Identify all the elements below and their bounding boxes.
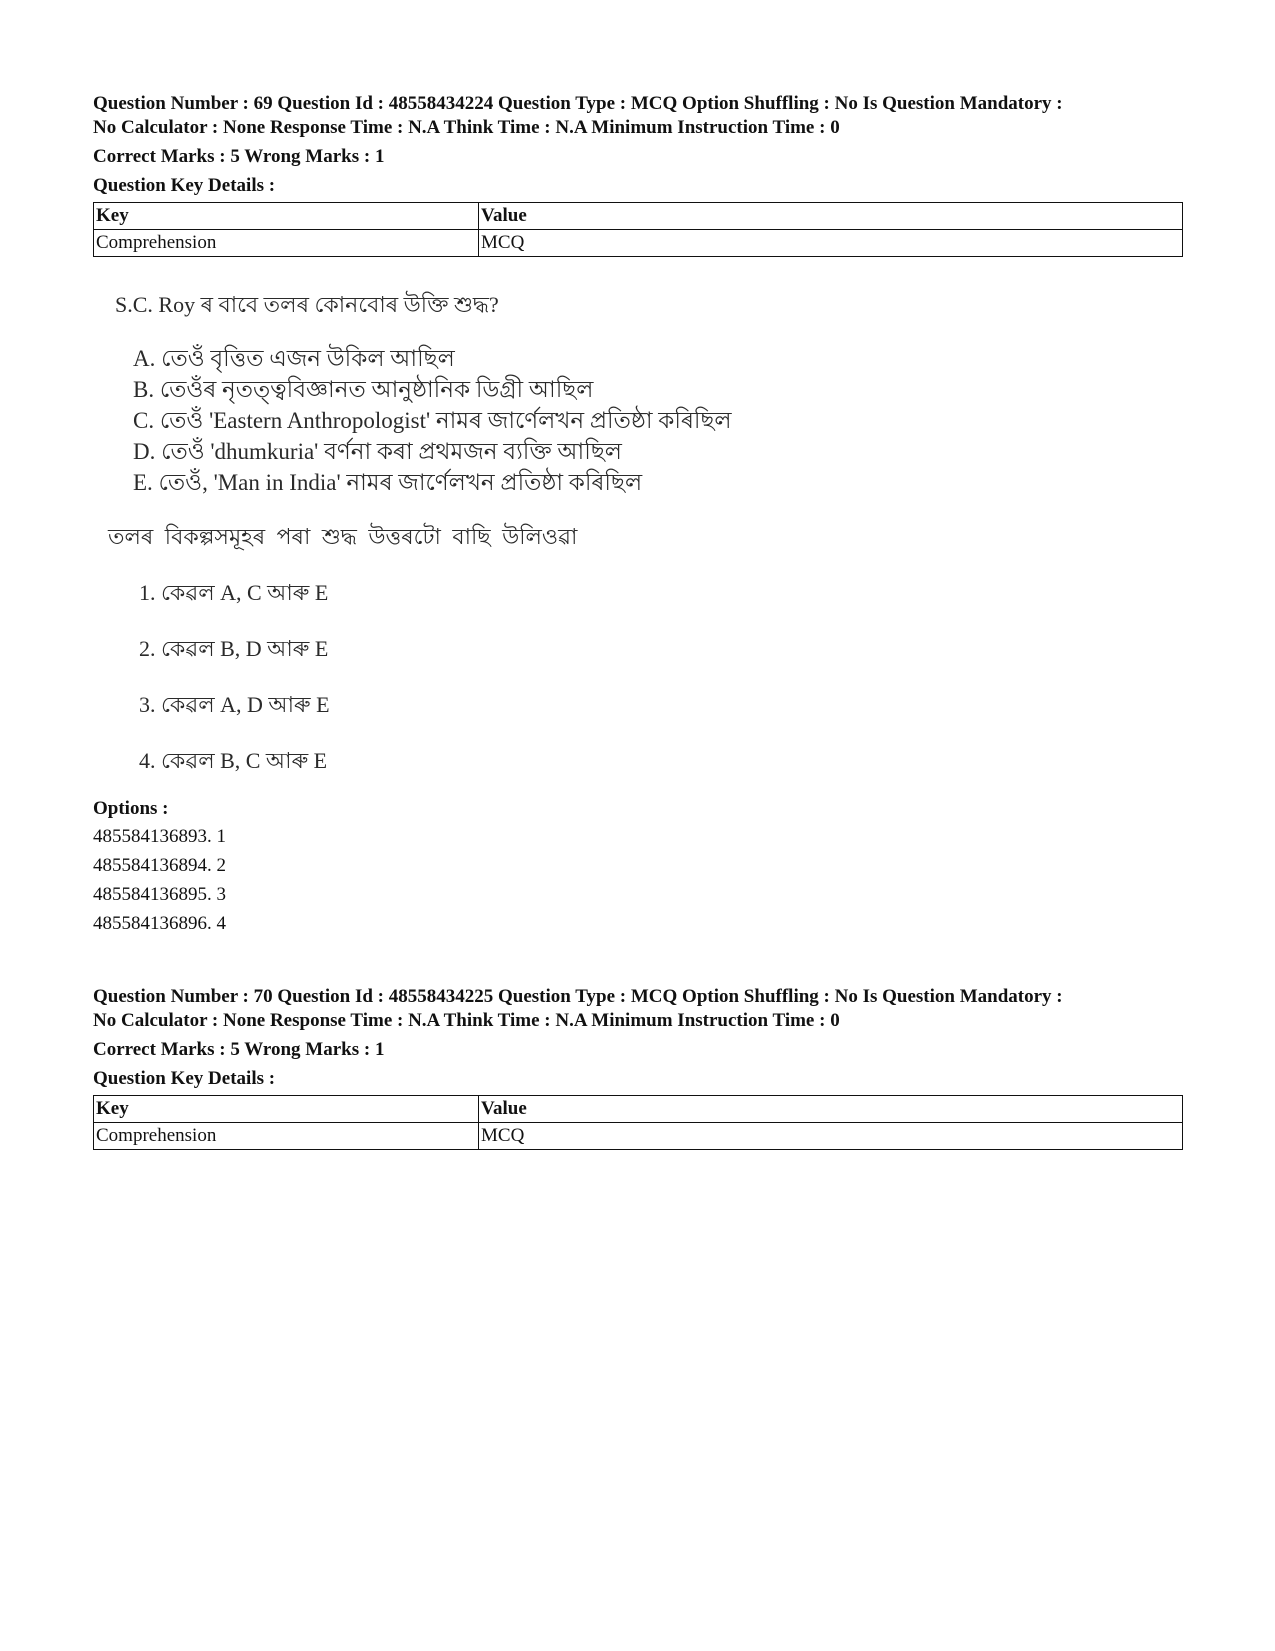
key-details-table <box>93 202 1183 257</box>
question-header-line2: No Calculator : None Response Time : N.A Think Time : N.A Minimum Instruction Time : 0 <box>93 1010 840 1031</box>
question-70-block <box>93 985 1183 1150</box>
value-cell: MCQ <box>479 1123 1183 1150</box>
key-table-row <box>94 230 1183 257</box>
options-section <box>93 796 226 938</box>
key-table-header-row <box>94 203 1183 230</box>
option-item: 485584136895. 3 <box>93 884 226 905</box>
options-title: Options : <box>93 798 169 819</box>
statement-b: B. তেওঁৰ নৃতত্ত্ববিজ্ঞানত আনুষ্ঠানিক ডিগ্ৰী আছিল <box>133 377 594 402</box>
key-cell: Comprehension <box>94 230 479 257</box>
key-column-header: Key <box>94 1096 479 1123</box>
question-header-line1: Question Number : 69 Question Id : 48558434224 Question Type : MCQ Option Shuffling : No Is Question Mandatory : <box>93 93 1063 114</box>
key-table-header-row <box>94 1096 1183 1123</box>
question-header-line1: Question Number : 70 Question Id : 48558434225 Question Type : MCQ Option Shuffling : No Is Question Mandatory : <box>93 986 1063 1007</box>
key-details-title: Question Key Details : <box>93 175 276 196</box>
question-69-block <box>93 92 1183 257</box>
question-stem: S.C. Roy ৰ বাবে তলৰ কোনবোৰ উক্তি শুদ্ধ? <box>115 292 499 317</box>
option-item: 485584136894. 2 <box>93 855 226 876</box>
choice-1: 1. কেৱল A, C আৰু E <box>139 580 329 605</box>
value-column-header: Value <box>479 203 1183 230</box>
key-details-table <box>93 1095 1183 1150</box>
option-item: 485584136896. 4 <box>93 913 226 934</box>
statement-e: E. তেওঁ, 'Man in India' নামৰ জাৰ্ণেলখন প্ৰতিষ্ঠা কৰিছিল <box>133 470 643 495</box>
question-header-line2: No Calculator : None Response Time : N.A Think Time : N.A Minimum Instruction Time : 0 <box>93 117 840 138</box>
key-table-row <box>94 1123 1183 1150</box>
key-column-header: Key <box>94 203 479 230</box>
question-marks: Correct Marks : 5 Wrong Marks : 1 <box>93 1039 385 1060</box>
key-details-title: Question Key Details : <box>93 1068 276 1089</box>
value-cell: MCQ <box>479 230 1183 257</box>
question-marks: Correct Marks : 5 Wrong Marks : 1 <box>93 146 385 167</box>
option-item: 485584136893. 1 <box>93 826 226 847</box>
statement-d: D. তেওঁ 'dhumkuria' বৰ্ণনা কৰা প্ৰথমজন ব্যক্তি আছিল <box>133 439 622 464</box>
statement-c: C. তেওঁ 'Eastern Anthropologist' নামৰ জাৰ্ণেলখন প্ৰতিষ্ঠা কৰিছিল <box>133 408 732 433</box>
key-cell: Comprehension <box>94 1123 479 1150</box>
value-column-header: Value <box>479 1096 1183 1123</box>
choice-4: 4. কেৱল B, C আৰু E <box>139 748 328 773</box>
question-instruction: তলৰ বিকল্পসমূহৰ পৰা শুদ্ধ উত্তৰটো বাছি উলিওৱা <box>108 524 578 549</box>
statement-a: A. তেওঁ বৃত্তিত এজন উকিল আছিল <box>133 346 455 371</box>
choice-3: 3. কেৱল A, D আৰু E <box>139 692 330 717</box>
choice-2: 2. কেৱল B, D আৰু E <box>139 636 329 661</box>
